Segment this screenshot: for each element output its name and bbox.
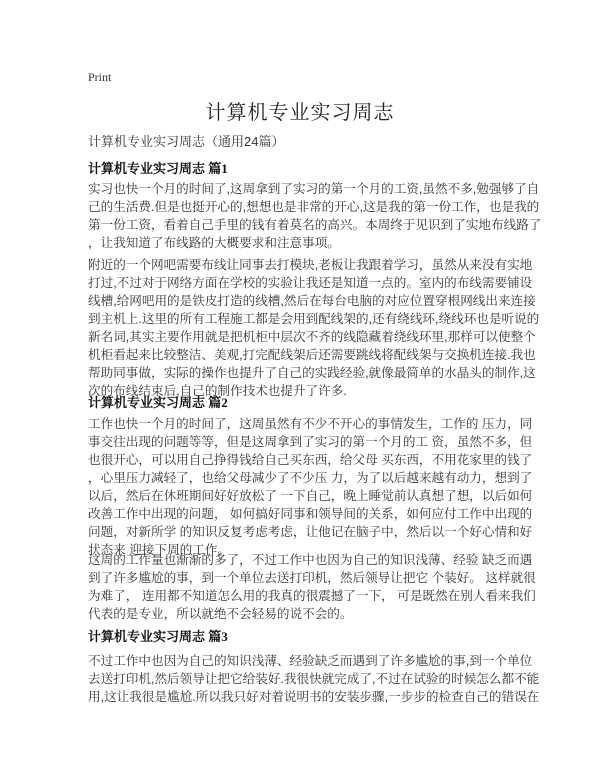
text-line: 以后，然后在休班期间好好放松了 一下自己，晚上睡觉前认真想了想，以后如何 — [88, 489, 533, 503]
text-line: 己的生活费.但是也挺开心的,想想也是非常的开心,这是我的第一份工作，也是我的 — [88, 200, 540, 214]
section-heading: 计算机专业实习周志 篇3 — [88, 629, 228, 644]
text-line: 状态来 迎接下周的工作。 — [88, 543, 231, 557]
text-line: 事交往出现的问题等等，但是这周拿到了实习的第一个月的工 资，虽然不多，但 — [88, 435, 533, 449]
paragraph — [88, 180, 542, 252]
text-line: 问题，对新所学 的知识反复考虑考虑，让他记在脑子中，然后以一个好心情和好 — [88, 525, 533, 539]
paragraph — [88, 415, 533, 559]
text-line: 为难了， 连用都不知道怎么用的我真的很震撼了一下， 可是既然在别人看来我们 — [88, 589, 536, 603]
section-heading: 计算机专业实习周志 篇1 — [88, 161, 228, 176]
text-line: 代表的是专业，所以就绝不会轻易的说不会的。 — [88, 607, 353, 621]
section-heading: 计算机专业实习周志 篇2 — [88, 395, 228, 410]
text-line: 工作也快一个月的时间了，这周虽然有不少不开心的事情发生，工作的 压力，同 — [88, 417, 533, 431]
paragraph — [88, 256, 540, 400]
text-line: 不过工作中也因为自己的知识浅薄、经验缺乏而遇到了许多尴尬的事,到一个单位 — [88, 654, 533, 668]
text-line: 打过,不过对于网络方面在学校的实验让我还是知道一点的。室内的布线需要铺设 — [88, 276, 533, 290]
text-line: 第一份工资，看着自己手里的钱有着莫名的高兴。本周终于见识到了实地布线路了 — [88, 218, 542, 232]
text-line: ，让我知道了布线路的大概要求和注意事项。 — [88, 236, 340, 250]
paragraph — [88, 652, 540, 706]
text-line: 这周的工作量也渐渐的多了，不过工作中也因为自己的知识浅薄、经验 缺乏而遇 — [88, 553, 533, 567]
text-line: ，心里压力减轻了，也给父母减少了不少压 力，为了以后越来越有动力，想到了 — [88, 471, 533, 485]
document-subtitle: 计算机专业实习周志（通用24篇） — [88, 134, 285, 149]
text-line: 线槽,给网吧用的是铁皮打造的线槽,然后在每台电脑的对应位置穿根网线出来连接 — [88, 294, 536, 308]
document-title: 计算机专业实习周志 — [205, 102, 395, 124]
text-line: 帮助同事做，实际的操作也提升了自己的实践经验,就像最简单的水晶头的制作,这 — [88, 366, 536, 380]
text-line: 也很开心，可以用自己挣得钱给自己买东西，给父母 买东西，不用花家里的钱了 — [88, 453, 533, 467]
text-line: 用,这让我很是尴尬.所以我只好对着说明书的安装步骤,一步步的检查自己的错误在 — [88, 690, 540, 704]
text-line: 到主机上.这里的所有工程施工都是会用到配线架的,还有绕线环,绕线环也是听说的 — [88, 312, 540, 326]
text-line: 附近的一个网吧需要布线让同事去打模块,老板让我跟着学习，虽然从来没有实地 — [88, 258, 533, 272]
text-line: 次的布线结束后,自己的制作技术也提升了许多. — [88, 384, 347, 398]
paragraph — [88, 551, 536, 623]
text-line: 实习也快一个月的时间了,这周拿到了实习的第一个月的工资,虽然不多,勉强够了自 — [88, 182, 540, 196]
print-label: Print — [88, 70, 112, 84]
text-line: 机柜看起来比较整洁、美观,打完配线架后还需要跳线将配线架与交换机连接.我也 — [88, 348, 536, 362]
text-line: 新名词,其实主要作用就是把机柜中层次不齐的线隐藏着绕线环里,那样可以使整个 — [88, 330, 536, 344]
text-line: 到了许多尴尬的事，到一个单位去送打印机，然后领导让把它 个装好。 这样就很 — [88, 571, 536, 585]
text-line: 去送打印机,然后领导让把它给装好.我很快就完成了,不过在试验的时候怎么都不能 — [88, 672, 540, 686]
text-line: 改善工作中出现的问题， 如何搞好同事和领导间的关系，如何应付工作中出现的 — [88, 507, 533, 521]
